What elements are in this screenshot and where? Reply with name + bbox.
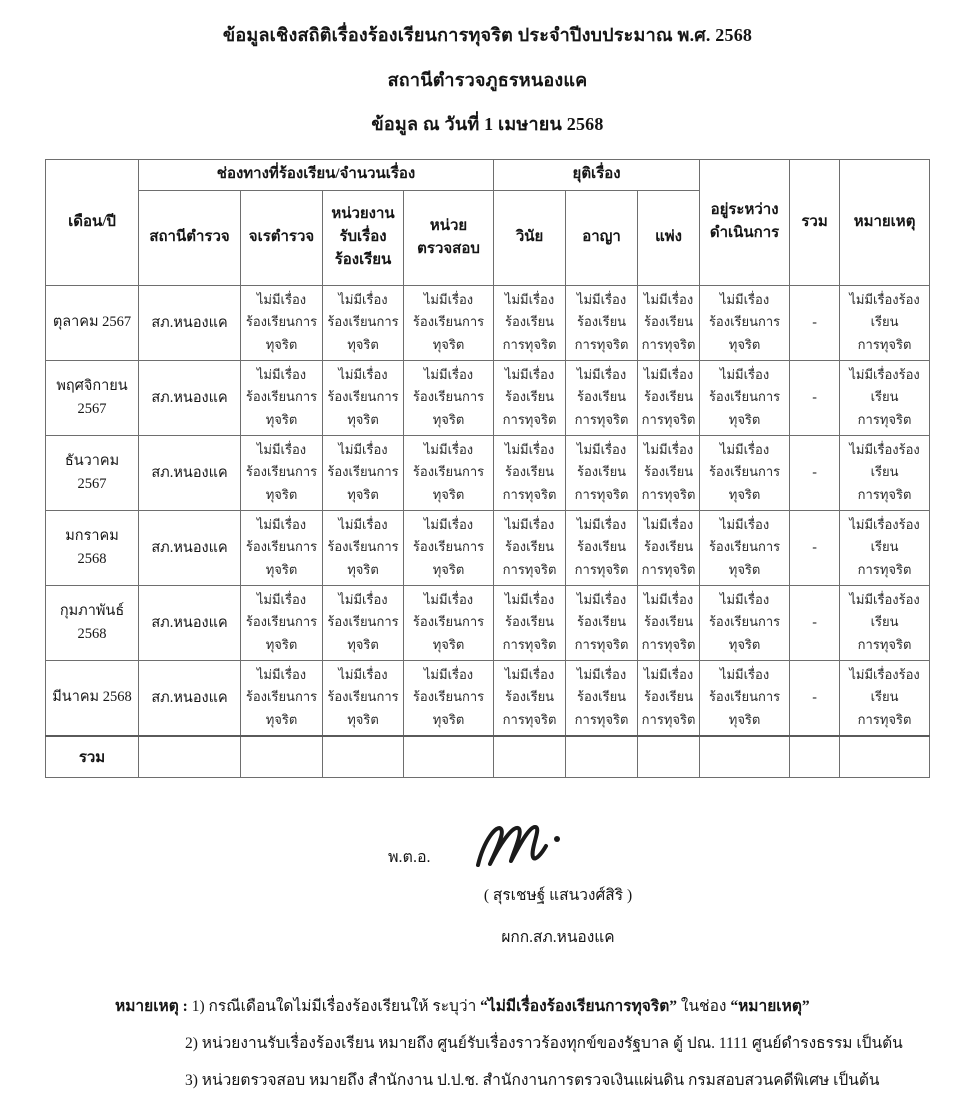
audit-unit-cell: ไม่มีเรื่อง ร้องเรียนการ ทุจริต (404, 660, 494, 736)
month-cell: ธันวาคม 2567 (46, 435, 139, 510)
col-header-audit-unit: หน่วย ตรวจสอบ (404, 190, 494, 285)
footnote-1-text-mid: ในช่อง (680, 997, 727, 1015)
total-cell: - (790, 510, 840, 585)
total-empty-cell (494, 736, 566, 778)
receiving-agency-cell: ไม่มีเรื่อง ร้องเรียนการ ทุจริต (323, 585, 404, 660)
total-empty-cell (241, 736, 323, 778)
footnote-label: หมายเหตุ : (115, 997, 188, 1015)
station-cell: สภ.หนองแค (139, 360, 241, 435)
disciplinary-cell: ไม่มีเรื่อง ร้องเรียน การทุจริต (494, 660, 566, 736)
month-cell: พฤศจิกายน 2567 (46, 360, 139, 435)
footnote-1 (115, 995, 975, 1018)
total-empty-cell (404, 736, 494, 778)
total-row (46, 736, 930, 778)
audit-unit-cell: ไม่มีเรื่อง ร้องเรียนการ ทุจริต (404, 435, 494, 510)
in-progress-cell: ไม่มีเรื่อง ร้องเรียนการ ทุจริต (700, 660, 790, 736)
audit-unit-cell: ไม่มีเรื่อง ร้องเรียนการ ทุจริต (404, 360, 494, 435)
inspector-general-cell: ไม่มีเรื่อง ร้องเรียนการ ทุจริต (241, 285, 323, 360)
criminal-cell: ไม่มีเรื่อง ร้องเรียน การทุจริต (566, 360, 638, 435)
remark-cell: ไม่มีเรื่องร้องเรียน การทุจริต (840, 585, 930, 660)
col-header-total: รวม (790, 159, 840, 285)
signature-icon (471, 818, 571, 876)
station-cell: สภ.หนองแค (139, 435, 241, 510)
station-cell: สภ.หนองแค (139, 285, 241, 360)
total-empty-cell (700, 736, 790, 778)
col-header-police-station: สถานีตำรวจ (139, 190, 241, 285)
month-cell: มีนาคม 2568 (46, 660, 139, 736)
col-group-case-ended: ยุติเรื่อง (494, 159, 700, 190)
table-row (46, 660, 930, 736)
document-header (0, 0, 975, 136)
audit-unit-cell: ไม่มีเรื่อง ร้องเรียนการ ทุจริต (404, 285, 494, 360)
audit-unit-cell: ไม่มีเรื่อง ร้องเรียนการ ทุจริต (404, 510, 494, 585)
station-cell: สภ.หนองแค (139, 585, 241, 660)
disciplinary-cell: ไม่มีเรื่อง ร้องเรียน การทุจริต (494, 360, 566, 435)
remark-cell: ไม่มีเรื่องร้องเรียน การทุจริต (840, 660, 930, 736)
station-cell: สภ.หนองแค (139, 660, 241, 736)
disciplinary-cell: ไม่มีเรื่อง ร้องเรียน การทุจริต (494, 510, 566, 585)
page-title: ข้อมูลเชิงสถิติเรื่องร้องเรียนการทุจริต ประจำปีงบประมาณ พ.ศ. 2568 (222, 25, 753, 45)
month-cell: ตุลาคม 2567 (46, 285, 139, 360)
col-header-civil: แพ่ง (638, 190, 700, 285)
inspector-general-cell: ไม่มีเรื่อง ร้องเรียนการ ทุจริต (241, 585, 323, 660)
total-cell: - (790, 360, 840, 435)
footnotes (115, 995, 975, 1093)
col-header-criminal: อาญา (566, 190, 638, 285)
receiving-agency-cell: ไม่มีเรื่อง ร้องเรียนการ ทุจริต (323, 510, 404, 585)
table-row (46, 360, 930, 435)
total-empty-cell (840, 736, 930, 778)
signer-name: ( สุรเชษฐ์ แสนวงศ์สิริ ) (483, 886, 633, 904)
total-empty-cell (323, 736, 404, 778)
total-cell: - (790, 660, 840, 736)
receiving-agency-cell: ไม่มีเรื่อง ร้องเรียนการ ทุจริต (323, 360, 404, 435)
remark-cell: ไม่มีเรื่องร้องเรียน การทุจริต (840, 435, 930, 510)
total-empty-cell (638, 736, 700, 778)
station-title: สถานีตำรวจภูธรหนองแค (387, 69, 588, 90)
in-progress-cell: ไม่มีเรื่อง ร้องเรียนการ ทุจริต (700, 285, 790, 360)
complaint-stats-table (45, 159, 930, 778)
footnote-1-quoted-phrase: “ไม่มีเรื่องร้องเรียนการทุจริต” (480, 997, 678, 1015)
civil-cell: ไม่มีเรื่อง ร้องเรียน การทุจริต (638, 435, 700, 510)
remark-cell: ไม่มีเรื่องร้องเรียน การทุจริต (840, 510, 930, 585)
disciplinary-cell: ไม่มีเรื่อง ร้องเรียน การทุจริต (494, 285, 566, 360)
in-progress-cell: ไม่มีเรื่อง ร้องเรียนการ ทุจริต (700, 360, 790, 435)
in-progress-cell: ไม่มีเรื่อง ร้องเรียนการ ทุจริต (700, 435, 790, 510)
inspector-general-cell: ไม่มีเรื่อง ร้องเรียนการ ทุจริต (241, 435, 323, 510)
remark-cell: ไม่มีเรื่องร้องเรียน การทุจริต (840, 360, 930, 435)
in-progress-cell: ไม่มีเรื่อง ร้องเรียนการ ทุจริต (700, 585, 790, 660)
month-cell: กุมภาพันธ์ 2568 (46, 585, 139, 660)
criminal-cell: ไม่มีเรื่อง ร้องเรียน การทุจริต (566, 585, 638, 660)
footnote-1-text: 1) กรณีเดือนใดไม่มีเรื่องร้องเรียนให้ ระบุว่า (191, 997, 477, 1015)
total-empty-cell (790, 736, 840, 778)
total-row-label: รวม (46, 736, 139, 778)
table-row (46, 510, 930, 585)
inspector-general-cell: ไม่มีเรื่อง ร้องเรียนการ ทุจริต (241, 510, 323, 585)
col-header-disciplinary: วินัย (494, 190, 566, 285)
as-of-date: ข้อมูล ณ วันที่ 1 เมษายน 2568 (371, 114, 604, 135)
total-cell: - (790, 585, 840, 660)
col-header-inspector-general: จเรตำรวจ (241, 190, 323, 285)
remark-cell: ไม่มีเรื่องร้องเรียน การทุจริต (840, 285, 930, 360)
civil-cell: ไม่มีเรื่อง ร้องเรียน การทุจริต (638, 510, 700, 585)
total-cell: - (790, 285, 840, 360)
in-progress-cell: ไม่มีเรื่อง ร้องเรียนการ ทุจริต (700, 510, 790, 585)
receiving-agency-cell: ไม่มีเรื่อง ร้องเรียนการ ทุจริต (323, 660, 404, 736)
footnote-1-quoted-column: “หมายเหตุ” (730, 997, 810, 1015)
footnote-2: 2) หน่วยงานรับเรื่องร้องเรียน หมายถึง ศูนย์รับเรื่องราวร้องทุกข์ของรัฐบาล ตู้ ปณ. 1111 ศูนย์ดำรงธรรม เป็นต้น (185, 1035, 903, 1053)
table-row (46, 435, 930, 510)
col-header-month-year: เดือน/ปี (46, 159, 139, 285)
criminal-cell: ไม่มีเรื่อง ร้องเรียน การทุจริต (566, 285, 638, 360)
disciplinary-cell: ไม่มีเรื่อง ร้องเรียน การทุจริต (494, 435, 566, 510)
station-cell: สภ.หนองแค (139, 510, 241, 585)
inspector-general-cell: ไม่มีเรื่อง ร้องเรียนการ ทุจริต (241, 660, 323, 736)
table-row (46, 285, 930, 360)
inspector-general-cell: ไม่มีเรื่อง ร้องเรียนการ ทุจริต (241, 360, 323, 435)
civil-cell: ไม่มีเรื่อง ร้องเรียน การทุจริต (638, 360, 700, 435)
civil-cell: ไม่มีเรื่อง ร้องเรียน การทุจริต (638, 585, 700, 660)
total-cell: - (790, 435, 840, 510)
civil-cell: ไม่มีเรื่อง ร้องเรียน การทุจริต (638, 285, 700, 360)
total-empty-cell (139, 736, 241, 778)
col-header-receiving-agency: หน่วยงาน รับเรื่อง ร้องเรียน (323, 190, 404, 285)
signature-block (388, 818, 688, 949)
criminal-cell: ไม่มีเรื่อง ร้องเรียน การทุจริต (566, 435, 638, 510)
audit-unit-cell: ไม่มีเรื่อง ร้องเรียนการ ทุจริต (404, 585, 494, 660)
col-header-in-progress: อยู่ระหว่าง ดำเนินการ (700, 159, 790, 285)
total-empty-cell (566, 736, 638, 778)
col-group-complaint-channel: ช่องทางที่ร้องเรียน/จำนวนเรื่อง (139, 159, 494, 190)
civil-cell: ไม่มีเรื่อง ร้องเรียน การทุจริต (638, 660, 700, 736)
receiving-agency-cell: ไม่มีเรื่อง ร้องเรียนการ ทุจริต (323, 435, 404, 510)
criminal-cell: ไม่มีเรื่อง ร้องเรียน การทุจริต (566, 510, 638, 585)
footnote-3: 3) หน่วยตรวจสอบ หมายถึง สำนักงาน ป.ป.ช. สำนักงานการตรวจเงินแผ่นดิน กรมสอบสวนคดีพิเศษ เป็นต้น (185, 1072, 880, 1090)
col-header-remark: หมายเหตุ (840, 159, 930, 285)
table-row (46, 585, 930, 660)
criminal-cell: ไม่มีเรื่อง ร้องเรียน การทุจริต (566, 660, 638, 736)
signer-position: ผกก.สภ.หนองแค (501, 928, 615, 946)
disciplinary-cell: ไม่มีเรื่อง ร้องเรียน การทุจริต (494, 585, 566, 660)
signer-rank: พ.ต.อ. (388, 848, 431, 866)
month-cell: มกราคม 2568 (46, 510, 139, 585)
receiving-agency-cell: ไม่มีเรื่อง ร้องเรียนการ ทุจริต (323, 285, 404, 360)
